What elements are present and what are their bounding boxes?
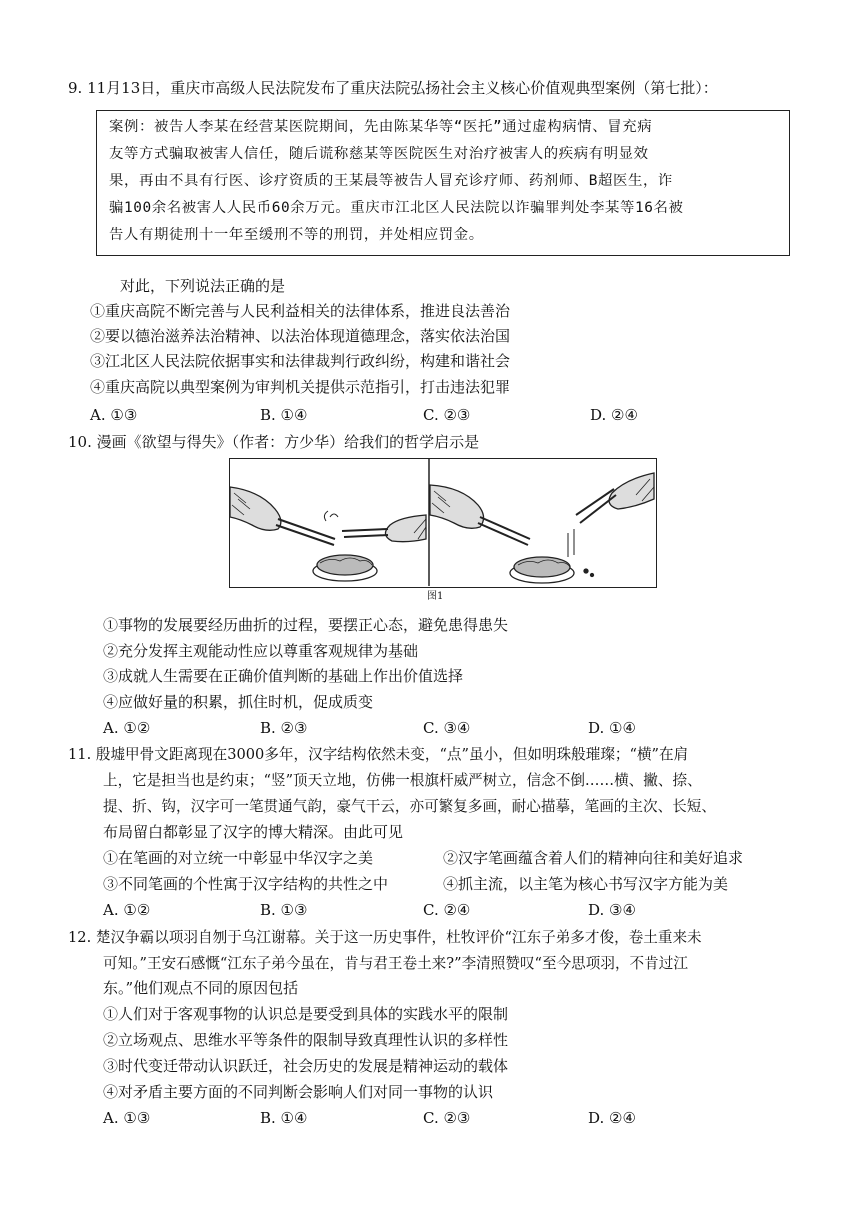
q12-statement: ②立场观点、思维水平等条件的限制导致真理性认识的多样性 — [103, 1031, 509, 1049]
q10-choice-c[interactable]: C. ③④ — [423, 719, 471, 737]
q11-choice-d[interactable]: D. ③④ — [588, 901, 636, 919]
q11-stem-line: 布局留白都彰显了汉字的博大精深。由此可见 — [103, 823, 404, 841]
q10-statement: ①事物的发展要经历曲折的过程，要摆正心态，避免患得患失 — [103, 616, 509, 634]
left-panel — [230, 487, 426, 581]
q9-choice-c[interactable]: C. ②③ — [423, 406, 471, 424]
q9-statement: ②要以德治滋养法治精神、以法治体现道德理念，落实依法治国 — [90, 327, 511, 345]
q9-case-line: 告人有期徒刑十一年至缓刑不等的刑罚，并处相应罚金。 — [109, 227, 484, 243]
q9-case-line: 案例：被告人李某在经营某医院期间，先由陈某华等“医托”通过虚构病情、冒充病 — [109, 119, 653, 135]
q12-statement: ③时代变迁带动认识跃迁，社会历史的发展是精神运动的载体 — [103, 1057, 509, 1075]
q11-statement: ④抓主流，以主笔为核心书写汉字方能为美 — [443, 875, 729, 893]
q10-statement: ②充分发挥主观能动性应以尊重客观规律为基础 — [103, 642, 419, 660]
q11-choice-c[interactable]: C. ②④ — [423, 901, 471, 919]
q12-stem-line: 东。”他们观点不同的原因包括 — [103, 979, 299, 997]
right-panel — [430, 473, 654, 583]
q10-statement: ④应做好量的积累，抓住时机，促成质变 — [103, 693, 374, 711]
q10-stem: 10. 漫画《欲望与得失》（作者：方少华）给我们的哲学启示是 — [68, 433, 480, 451]
q12-choice-d[interactable]: D. ②④ — [588, 1109, 636, 1127]
q12-stem-line: 可知。”王安石感慨“江东子弟今虽在，肯与君王卷土来?”李清照赞叹“至今思项羽，不肯过江 — [103, 955, 688, 972]
q10-figure-caption: 图1 — [427, 591, 444, 602]
q12-stem-line: 12. 楚汉争霸以项羽自刎于乌江谢幕。关于这一历史事件，杜牧评价“江东子弟多才俊，卷土重来未 — [68, 929, 702, 946]
q12-choice-a[interactable]: A. ①③ — [103, 1109, 151, 1127]
q9-case-line: 果，再由不具有行医、诊疗资质的王某晨等被告人冒充诊疗师、药剂师、B超医生，诈 — [109, 173, 673, 189]
q10-statement: ③成就人生需要在正确价值判断的基础上作出价值选择 — [103, 667, 464, 685]
q11-stem-line: 上，它是担当也是约束；“竖”顶天立地，仿佛一根旗杆威严树立，信念不倒……横、撇、捺、 — [103, 772, 702, 789]
q11-stem-line: 提、折、钩，汉字可一笔贯通气韵，豪气干云，亦可繁复多画，耐心描摹，笔画的主次、长短、 — [103, 798, 716, 815]
q10-choice-d[interactable]: D. ①④ — [588, 719, 636, 737]
q11-stem-line: 11. 殷墟甲骨文距离现在3000多年，汉字结构依然未变，“点”虽小，但如明珠般璀璨；“横”在肩 — [68, 746, 689, 763]
q11-statement: ①在笔画的对立统一中彰显中华汉字之美 — [103, 849, 374, 867]
q9-question: 对此，下列说法正确的是 — [120, 277, 286, 295]
q9-case-line: 骗100余名被害人人民币60余万元。重庆市江北区人民法院以诈骗罪判处李某等16名被 — [109, 200, 684, 216]
q12-choice-c[interactable]: C. ②③ — [423, 1109, 471, 1127]
q12-statement: ④对矛盾主要方面的不同判断会影响人们对同一事物的认识 — [103, 1083, 494, 1101]
q11-statement: ③不同笔画的个性寓于汉字结构的共性之中 — [103, 875, 389, 893]
q12-choice-b[interactable]: B. ①④ — [260, 1109, 308, 1127]
q9-statement: ③江北区人民法院依据事实和法律裁判行政纠纷，构建和谐社会 — [90, 352, 511, 370]
q9-choice-a[interactable]: A. ①③ — [90, 406, 138, 424]
q10-choice-a[interactable]: A. ①② — [103, 719, 151, 737]
q11-statement: ②汉字笔画蕴含着人们的精神向往和美好追求 — [443, 849, 744, 867]
q10-choice-b[interactable]: B. ②③ — [260, 719, 308, 737]
q11-choice-b[interactable]: B. ①③ — [260, 901, 308, 919]
q11-choice-a[interactable]: A. ①② — [103, 901, 151, 919]
q9-case-line: 友等方式骗取被害人信任，随后谎称慈某等医院医生对治疗被害人的疾病有明显效 — [109, 146, 649, 162]
q9-choice-d[interactable]: D. ②④ — [590, 406, 638, 424]
q9-case-box — [96, 110, 790, 256]
q9-stem: 9. 11月13日，重庆市高级人民法院发布了重庆法院弘扬社会主义核心价值观典型案例（第七批）： — [68, 79, 718, 97]
cartoon-drawing — [230, 459, 655, 586]
q9-choice-b[interactable]: B. ①④ — [260, 406, 308, 424]
q9-statement: ①重庆高院不断完善与人民利益相关的法律体系，推进良法善治 — [90, 302, 511, 320]
q10-cartoon-figure — [229, 458, 657, 588]
q9-statement: ④重庆高院以典型案例为审判机关提供示范指引，打击违法犯罪 — [90, 378, 511, 396]
q12-statement: ①人们对于客观事物的认识总是要受到具体的实践水平的限制 — [103, 1005, 509, 1023]
